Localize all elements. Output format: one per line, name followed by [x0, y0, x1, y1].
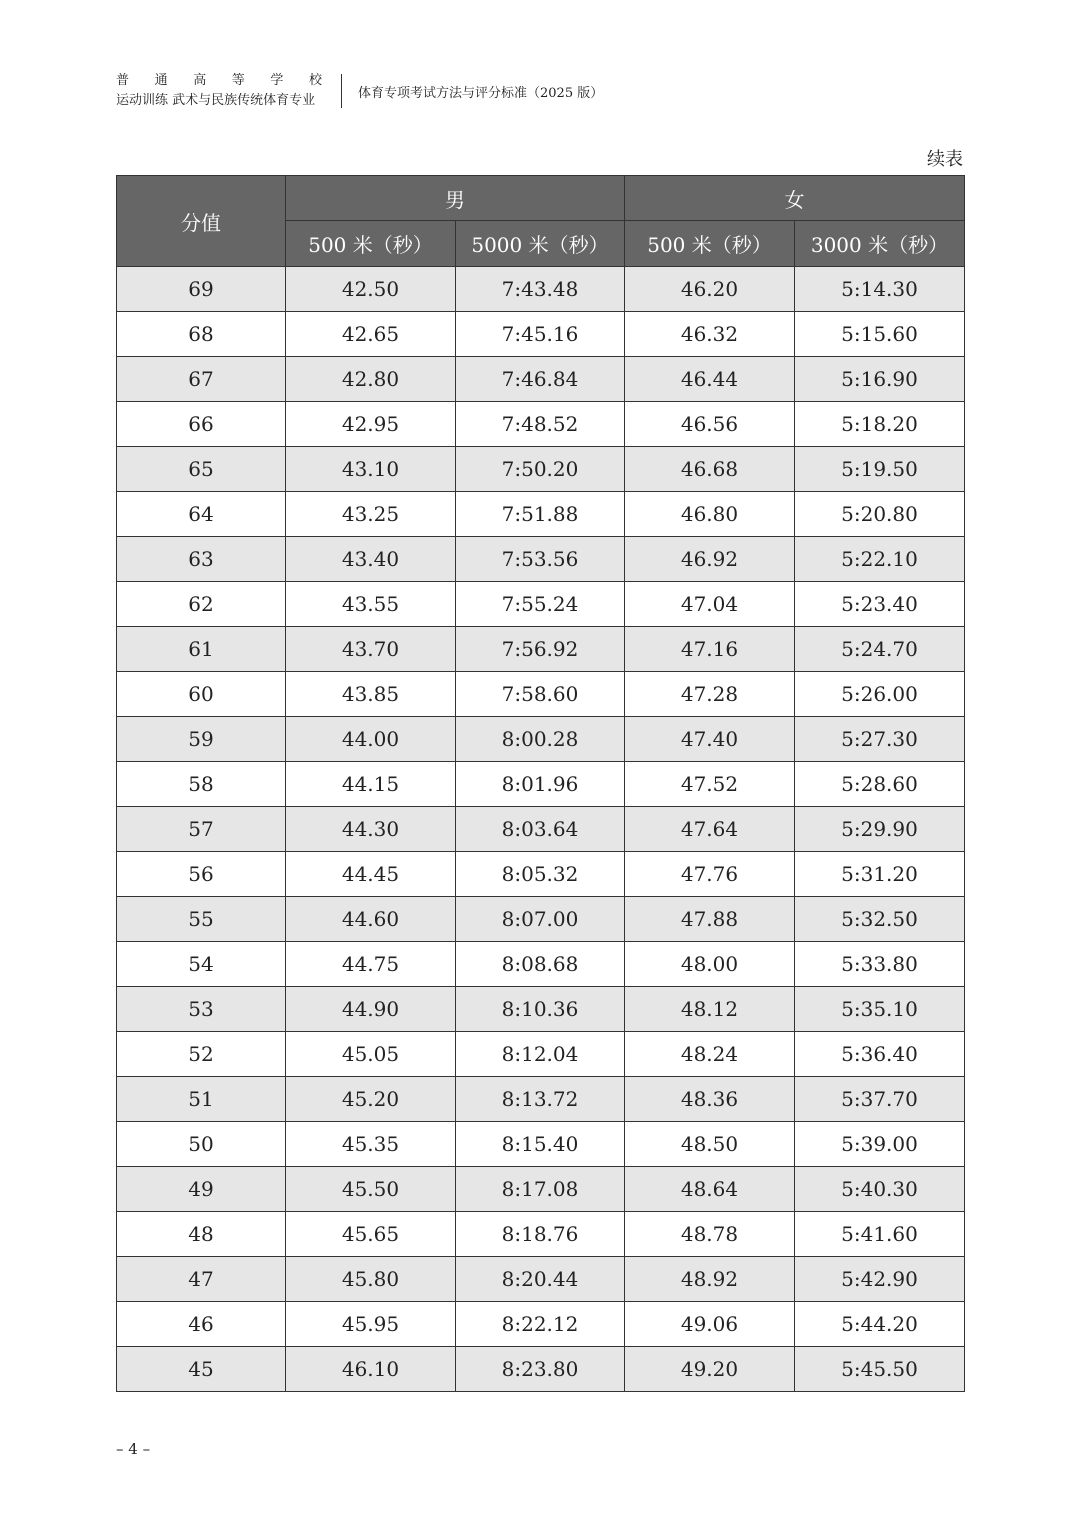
male-5000m-cell: 8:07.00	[456, 897, 625, 942]
score-cell: 53	[117, 987, 286, 1032]
male-5000m-cell: 8:17.08	[456, 1167, 625, 1212]
male-500m-cell: 45.80	[286, 1257, 456, 1302]
male-500m-cell: 44.30	[286, 807, 456, 852]
female-500m-cell: 46.32	[625, 312, 795, 357]
female-500m-cell: 46.80	[625, 492, 795, 537]
female-3000m-cell: 5:22.10	[795, 537, 965, 582]
female-3000m-cell: 5:45.50	[795, 1347, 965, 1392]
female-500m-cell: 48.00	[625, 942, 795, 987]
male-500m-cell: 45.50	[286, 1167, 456, 1212]
female-500m-cell: 48.12	[625, 987, 795, 1032]
female-group-header: 女	[625, 176, 965, 221]
table-row	[117, 1302, 965, 1347]
male-5000m-cell: 8:12.04	[456, 1032, 625, 1077]
header-majors: 运动训练 武术与民族传统体育专业	[116, 93, 316, 108]
header-char: 通	[154, 73, 168, 88]
male-group-header: 男	[286, 176, 625, 221]
male-500m-cell: 45.95	[286, 1302, 456, 1347]
female-3000m-cell: 5:18.20	[795, 402, 965, 447]
female-500m-cell: 47.88	[625, 897, 795, 942]
score-cell: 67	[117, 357, 286, 402]
female-500m-cell: 47.40	[625, 717, 795, 762]
score-cell: 61	[117, 627, 286, 672]
male-500m-cell: 44.60	[286, 897, 456, 942]
score-cell: 62	[117, 582, 286, 627]
male-500m-cell: 42.65	[286, 312, 456, 357]
score-cell: 68	[117, 312, 286, 357]
female-500m-cell: 46.20	[625, 267, 795, 312]
table-row	[117, 492, 965, 537]
score-table-body	[117, 267, 965, 1392]
male-500m-cell: 43.25	[286, 492, 456, 537]
female-500m-cell: 49.06	[625, 1302, 795, 1347]
score-cell: 57	[117, 807, 286, 852]
table-row	[117, 582, 965, 627]
table-row	[117, 627, 965, 672]
score-cell: 52	[117, 1032, 286, 1077]
male-500m-cell: 43.55	[286, 582, 456, 627]
female-3000m-cell: 5:32.50	[795, 897, 965, 942]
table-row	[117, 1167, 965, 1212]
table-row	[117, 267, 965, 312]
female-3000m-cell: 5:19.50	[795, 447, 965, 492]
table-row	[117, 672, 965, 717]
male-5000m-cell: 8:20.44	[456, 1257, 625, 1302]
female-3000m-cell: 5:27.30	[795, 717, 965, 762]
female-500m-cell: 48.78	[625, 1212, 795, 1257]
male-5000m-cell: 8:15.40	[456, 1122, 625, 1167]
male-500m-cell: 45.35	[286, 1122, 456, 1167]
female-3000m-cell: 5:31.20	[795, 852, 965, 897]
female-500m-cell: 46.44	[625, 357, 795, 402]
header-char: 校	[308, 73, 322, 88]
table-row	[117, 1347, 965, 1392]
male-500m-cell: 44.00	[286, 717, 456, 762]
female-3000m-cell: 5:37.70	[795, 1077, 965, 1122]
male-500m-cell: 43.40	[286, 537, 456, 582]
male-5000m-cell: 7:55.24	[456, 582, 625, 627]
female-500m-cell: 47.28	[625, 672, 795, 717]
female-500m-cell: 47.52	[625, 762, 795, 807]
male-5000m-cell: 8:03.64	[456, 807, 625, 852]
male-5000m-cell: 7:58.60	[456, 672, 625, 717]
male-5000m-cell: 7:48.52	[456, 402, 625, 447]
male-5000m-cell: 7:43.48	[456, 267, 625, 312]
female-3000m-cell: 5:39.00	[795, 1122, 965, 1167]
male-500m-cell: 44.15	[286, 762, 456, 807]
male-500m-cell: 45.05	[286, 1032, 456, 1077]
male-5000m-cell: 8:18.76	[456, 1212, 625, 1257]
table-row	[117, 1212, 965, 1257]
female-500m-cell: 47.64	[625, 807, 795, 852]
header-document-title: 体育专项考试方法与评分标准（2025 版）	[358, 86, 604, 101]
female-500m-header: 500 米（秒）	[625, 221, 795, 267]
female-3000m-cell: 5:40.30	[795, 1167, 965, 1212]
male-5000m-cell: 8:23.80	[456, 1347, 625, 1392]
female-3000m-cell: 5:41.60	[795, 1212, 965, 1257]
female-500m-cell: 47.04	[625, 582, 795, 627]
table-row	[117, 1032, 965, 1077]
male-5000m-cell: 7:51.88	[456, 492, 625, 537]
male-500m-cell: 42.95	[286, 402, 456, 447]
score-cell: 55	[117, 897, 286, 942]
score-table	[116, 175, 965, 1392]
table-row	[117, 987, 965, 1032]
male-5000m-cell: 8:10.36	[456, 987, 625, 1032]
male-500m-cell: 44.45	[286, 852, 456, 897]
score-cell: 49	[117, 1167, 286, 1212]
male-500m-cell: 44.75	[286, 942, 456, 987]
female-500m-cell: 46.68	[625, 447, 795, 492]
female-3000m-cell: 5:44.20	[795, 1302, 965, 1347]
male-500m-cell: 45.65	[286, 1212, 456, 1257]
header-school-type	[116, 72, 322, 90]
table-row	[117, 852, 965, 897]
score-cell: 60	[117, 672, 286, 717]
female-3000m-cell: 5:26.00	[795, 672, 965, 717]
score-cell: 50	[117, 1122, 286, 1167]
score-cell: 47	[117, 1257, 286, 1302]
female-3000m-cell: 5:16.90	[795, 357, 965, 402]
female-3000m-cell: 5:20.80	[795, 492, 965, 537]
male-5000m-cell: 7:53.56	[456, 537, 625, 582]
table-row	[117, 357, 965, 402]
female-500m-cell: 49.20	[625, 1347, 795, 1392]
male-5000m-cell: 7:56.92	[456, 627, 625, 672]
table-row	[117, 1077, 965, 1122]
male-500m-cell: 46.10	[286, 1347, 456, 1392]
male-5000m-cell: 7:50.20	[456, 447, 625, 492]
male-5000m-cell: 7:45.16	[456, 312, 625, 357]
male-500m-cell: 43.85	[286, 672, 456, 717]
table-row	[117, 762, 965, 807]
table-row	[117, 717, 965, 762]
male-5000m-cell: 7:46.84	[456, 357, 625, 402]
male-500m-cell: 43.70	[286, 627, 456, 672]
header-char: 等	[231, 73, 245, 88]
score-column-header: 分值	[117, 176, 286, 267]
table-row	[117, 1122, 965, 1167]
female-500m-cell: 48.50	[625, 1122, 795, 1167]
male-500m-cell: 43.10	[286, 447, 456, 492]
female-3000m-cell: 5:42.90	[795, 1257, 965, 1302]
female-3000m-cell: 5:33.80	[795, 942, 965, 987]
female-500m-cell: 47.76	[625, 852, 795, 897]
score-cell: 46	[117, 1302, 286, 1347]
male-500m-cell: 45.20	[286, 1077, 456, 1122]
male-5000m-cell: 8:01.96	[456, 762, 625, 807]
female-3000m-cell: 5:29.90	[795, 807, 965, 852]
page-number: – 4 –	[116, 1440, 151, 1458]
score-cell: 51	[117, 1077, 286, 1122]
male-500m-cell: 44.90	[286, 987, 456, 1032]
female-500m-cell: 48.92	[625, 1257, 795, 1302]
score-cell: 45	[117, 1347, 286, 1392]
score-cell: 59	[117, 717, 286, 762]
header-char: 高	[193, 73, 207, 88]
header-divider	[341, 74, 342, 108]
score-cell: 65	[117, 447, 286, 492]
header-char: 学	[270, 73, 284, 88]
male-5000m-cell: 8:00.28	[456, 717, 625, 762]
score-cell: 54	[117, 942, 286, 987]
female-500m-cell: 46.56	[625, 402, 795, 447]
score-cell: 56	[117, 852, 286, 897]
female-500m-cell: 47.16	[625, 627, 795, 672]
female-500m-cell: 46.92	[625, 537, 795, 582]
female-3000m-cell: 5:35.10	[795, 987, 965, 1032]
female-3000m-cell: 5:28.60	[795, 762, 965, 807]
male-5000m-cell: 8:08.68	[456, 942, 625, 987]
score-cell: 69	[117, 267, 286, 312]
score-cell: 48	[117, 1212, 286, 1257]
female-3000m-cell: 5:14.30	[795, 267, 965, 312]
female-3000m-cell: 5:15.60	[795, 312, 965, 357]
table-row	[117, 1257, 965, 1302]
male-5000m-cell: 8:05.32	[456, 852, 625, 897]
male-5000m-header: 5000 米（秒）	[456, 221, 625, 267]
table-row	[117, 897, 965, 942]
female-3000m-header: 3000 米（秒）	[795, 221, 965, 267]
female-500m-cell: 48.64	[625, 1167, 795, 1212]
female-3000m-cell: 5:24.70	[795, 627, 965, 672]
table-row	[117, 942, 965, 987]
male-500m-header: 500 米（秒）	[286, 221, 456, 267]
table-row	[117, 807, 965, 852]
female-3000m-cell: 5:23.40	[795, 582, 965, 627]
table-row	[117, 537, 965, 582]
male-500m-cell: 42.80	[286, 357, 456, 402]
continued-label: 续表	[927, 149, 963, 170]
header-left	[116, 72, 322, 110]
table-row	[117, 312, 965, 357]
score-cell: 66	[117, 402, 286, 447]
female-500m-cell: 48.36	[625, 1077, 795, 1122]
score-cell: 64	[117, 492, 286, 537]
table-row	[117, 447, 965, 492]
table-row	[117, 402, 965, 447]
score-cell: 58	[117, 762, 286, 807]
male-5000m-cell: 8:13.72	[456, 1077, 625, 1122]
male-5000m-cell: 8:22.12	[456, 1302, 625, 1347]
female-500m-cell: 48.24	[625, 1032, 795, 1077]
female-3000m-cell: 5:36.40	[795, 1032, 965, 1077]
score-cell: 63	[117, 537, 286, 582]
header-char: 普	[116, 73, 130, 88]
male-500m-cell: 42.50	[286, 267, 456, 312]
